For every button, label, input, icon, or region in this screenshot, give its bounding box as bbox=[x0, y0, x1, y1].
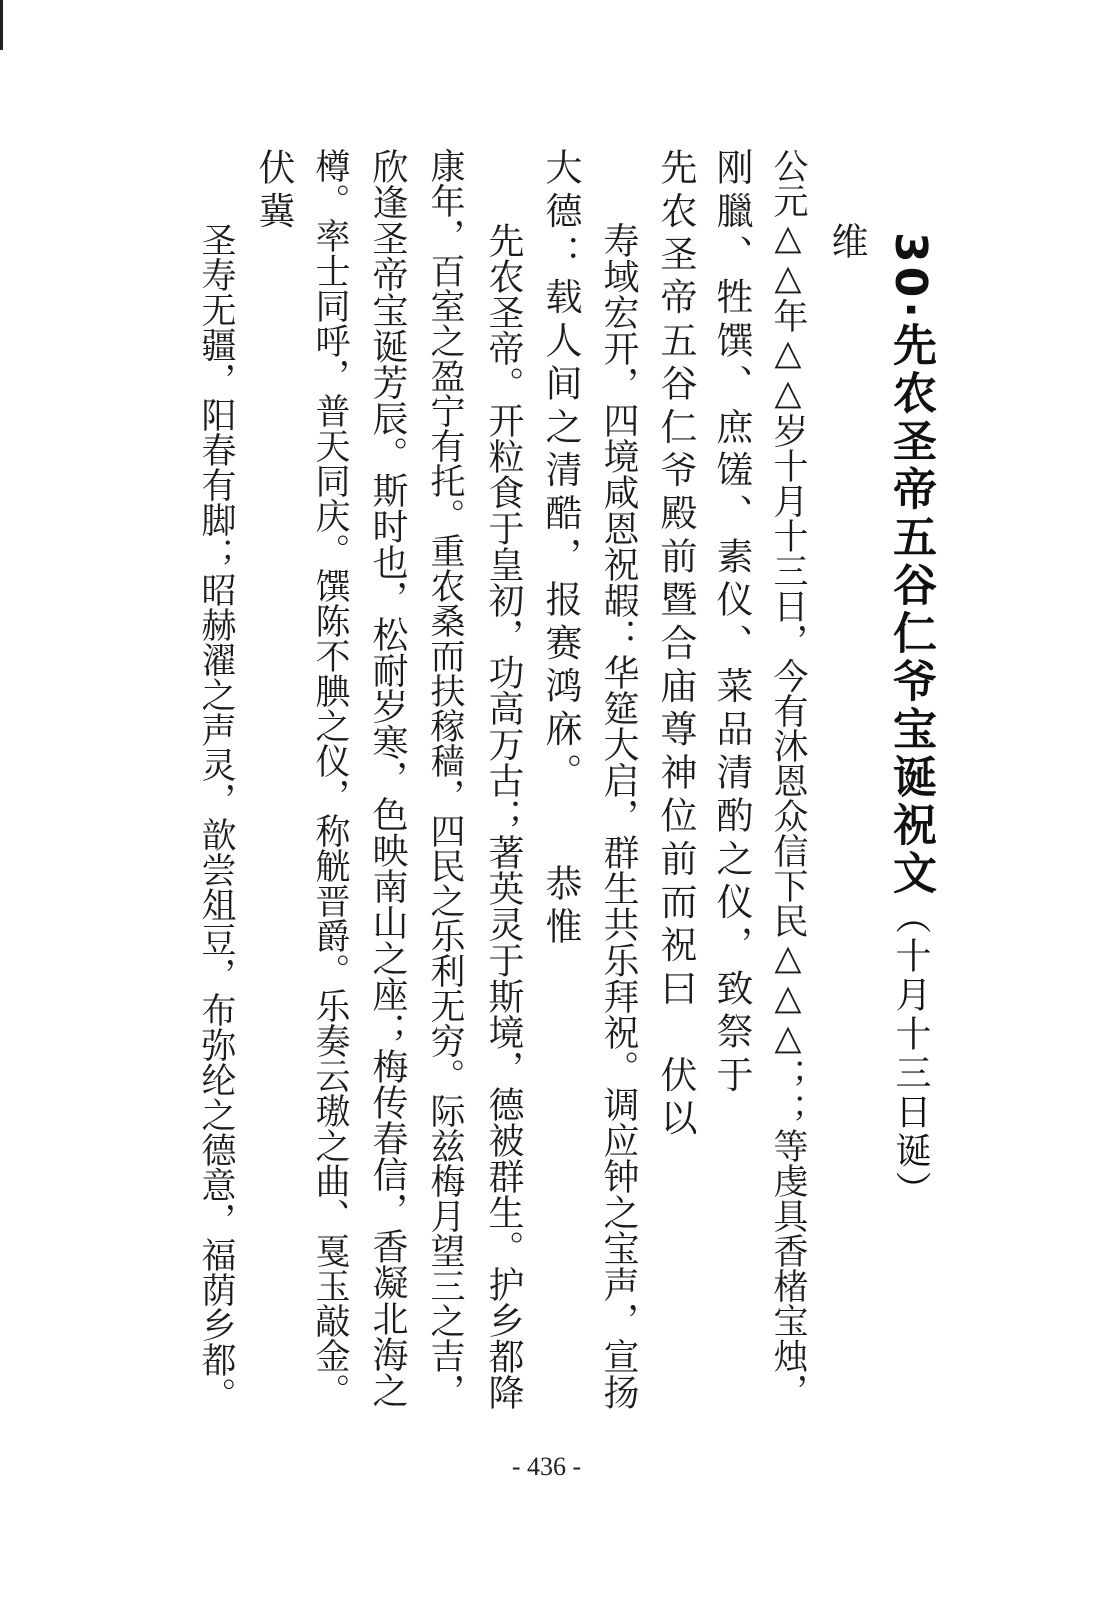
text-column-11: 伏冀 bbox=[252, 148, 295, 235]
text-column-4: 先农圣帝五谷仁爷殿前暨合庙尊神位前而祝曰 伏以 bbox=[654, 148, 697, 1142]
text-column-2: 公元△△年△△岁十月十三日，今有沐恩众信下民△△△；；等虔具香楮宝烛， bbox=[768, 148, 808, 1408]
text-column-8: 康年，百室之盈宁有托。重农桑而扶稼穑，四民之乐利无穷。际兹梅月望三之吉， bbox=[425, 148, 465, 1408]
text-column-3: 刚臘、牲馔、庶馐、素仪、菜品清酌之仪，致祭于 bbox=[710, 148, 753, 1099]
text-column-6: 大德：载人间之清酷，报赛鸿庥。 恭惟 bbox=[539, 148, 582, 951]
text-column-7: 先农圣帝。开粒食于皇初，功高万古；著英灵于斯境，德被群生。护乡都降 bbox=[483, 222, 524, 1410]
text-column-1: 维 bbox=[825, 222, 868, 266]
document-title bbox=[885, 232, 936, 1210]
text-column-9: 欣逢圣帝宝诞芳辰。斯时也，松耐岁寒，色映南山之座；梅传春信，香凝北海之 bbox=[367, 148, 408, 1408]
text-column-12: 圣寿无疆，阳春有脚；昭赫濯之声灵，歆尝俎豆，布弥纶之德意，福荫乡都。 bbox=[196, 222, 236, 1412]
text-column-10: 樽。率士同呼，普天同庆。馔陈不腆之仪，称觥晋爵。乐奏云璈之曲、戛玉敲金。 bbox=[310, 148, 350, 1408]
scan-edge-mark bbox=[0, 0, 3, 50]
title-text: 30·先农圣帝五谷仁爷宝诞祝文 bbox=[885, 232, 936, 898]
text-column-5: 寿域宏开，四境咸恩祝嘏：华筵大启，群生共乐拜祝。调应钟之宝声，宣扬 bbox=[598, 222, 639, 1410]
page-number: - 436 - bbox=[511, 1452, 582, 1481]
title-note: （十月十三日诞） bbox=[890, 897, 931, 1210]
